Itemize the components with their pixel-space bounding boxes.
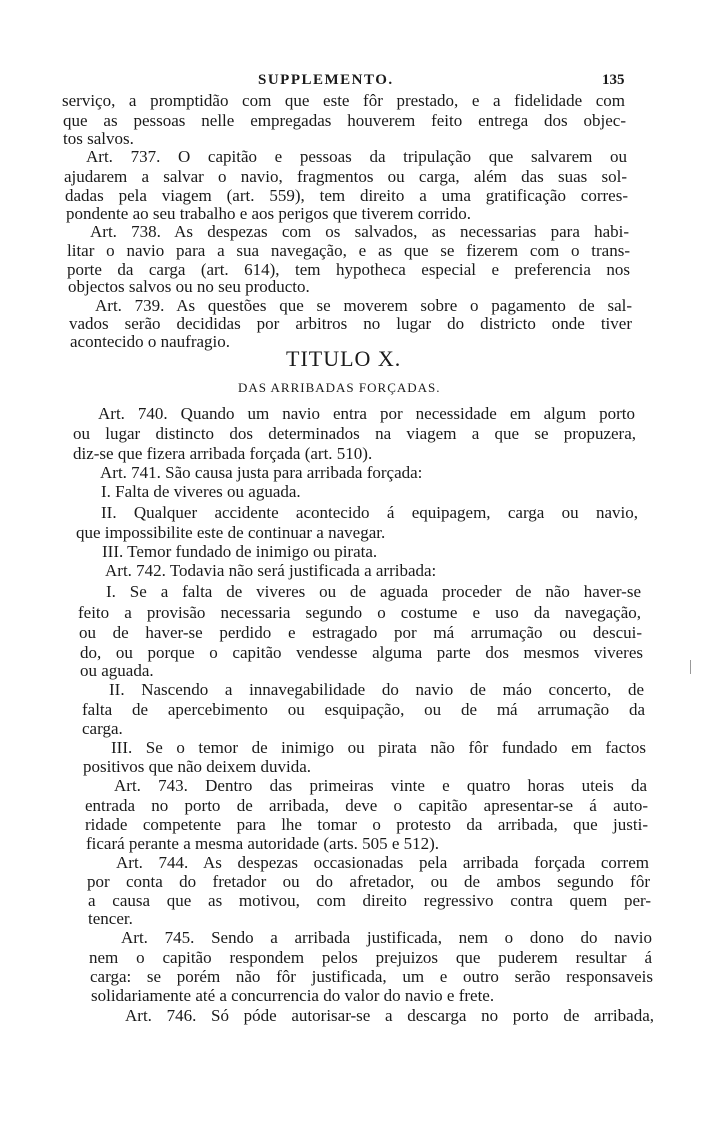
text-line: por conta do fretador ou do afretador, ou de ambos segundo fôr: [87, 872, 650, 891]
text-line: feito a provisão necessaria segundo o costume e uso da navegação,: [78, 603, 641, 622]
text-line: ou de haver-se perdido e estragado por má arrumação ou descui-: [79, 623, 642, 642]
text-line: carga: se porém não fôr justificada, um e outro serão responsaveis: [90, 967, 653, 986]
article-line: Art. 745. Sendo a arribada justificada, nem o dono do navio: [121, 928, 652, 947]
page-number: 135: [602, 72, 625, 88]
title-heading: TITULO X.: [286, 346, 402, 371]
article-line: Art. 744. As despezas occasionadas pela arribada forçada correm: [116, 853, 649, 872]
text-line: solidariamente até a concurrencia do valor do navio e frete.: [91, 986, 495, 1005]
text-line: diz-se que fizera arribada forçada (art. 510).: [73, 444, 373, 463]
article-line: Art. 742. Todavia não será justificada a arribada:: [105, 561, 437, 580]
text-line: nem o capitão respondem pelos prejuizos que puderem resultar á: [89, 948, 652, 967]
text-line: positivos que não deixem duvida.: [83, 757, 312, 776]
text-line: porte da carga (art. 614), tem hypotheca especial e preferencia nos: [67, 260, 630, 279]
text-line: ou aguada.: [80, 661, 154, 680]
title-subheading: DAS ARRIBADAS FORÇADAS.: [238, 380, 441, 395]
text-line: III. Se o temor de inimigo ou pirata não fôr fundado em factos: [111, 738, 646, 757]
article-line: Art. 737. O capitão e pessoas da tripulação que salvarem ou: [86, 147, 627, 166]
text-line: ou lugar distincto dos determinados na viagem a que se propuzera,: [73, 424, 636, 443]
text-line: litar o navio para a sua navegação, e as que se fizerem com o trans-: [67, 241, 630, 260]
text-line: objectos salvos ou no seu producto.: [68, 277, 310, 296]
text-line: pondente ao seu trabalho e aos perigos que tiverem corrido.: [66, 204, 472, 223]
article-line: Art. 740. Quando um navio entra por necessidade em algum porto: [98, 404, 635, 423]
text-line: I. Falta de viveres ou aguada.: [101, 482, 301, 501]
text-line: tos salvos.: [63, 129, 134, 148]
text-line: entrada no porto de arribada, deve o capitão apresentar-se á auto-: [85, 796, 648, 815]
text-line: carga.: [82, 719, 123, 738]
text-line: acontecido o naufragio.: [70, 332, 231, 351]
text-line: II. Nascendo a innavegabilidade do navio de máo concerto, de: [109, 680, 644, 699]
article-line: Art. 738. As despezas com os salvados, as necessarias para habi-: [90, 222, 629, 241]
text-line: serviço, a promptidão com que este fôr prestado, e a fidelidade com: [62, 91, 625, 110]
text-line: que as pessoas nelle empregadas houverem feito entrega dos objec-: [63, 111, 626, 130]
text-line: que impossibilite este de continuar a navegar.: [76, 523, 386, 542]
text-line: I. Se a falta de viveres ou de aguada proceder de não haver-se: [106, 582, 641, 601]
text-line: tencer.: [88, 909, 133, 928]
text-line: ajudarem a salvar o navio, fragmentos ou carga, além das suas sol-: [64, 167, 627, 186]
article-line: Art. 739. As questões que se moverem sobre o pagamento de sal-: [95, 296, 632, 315]
text-line: III. Temor fundado de inimigo ou pirata.: [102, 542, 378, 561]
text-line: ficará perante a mesma autoridade (arts. 505 e 512).: [86, 834, 440, 853]
article-line: Art. 743. Dentro das primeiras vinte e quatro horas uteis da: [114, 776, 647, 795]
text-line: a causa que as motivou, com direito regressivo contra quem per-: [88, 891, 651, 910]
text-line: falta de apercebimento ou esquipação, ou de má arrumação da: [82, 700, 645, 719]
text-line: II. Qualquer accidente acontecido á equipagem, carga ou navio,: [101, 503, 638, 522]
article-line: Art. 746. Só póde autorisar-se a descarga no porto de arribada,: [125, 1006, 654, 1025]
scan-mark: [690, 660, 691, 674]
running-title: SUPPLEMENTO.: [258, 72, 394, 88]
text-line: vados serão decididas por arbitros no lugar do districto onde tiver: [69, 314, 632, 333]
text-line: dadas pela viagem (art. 559), tem direito a uma gratificação corres-: [65, 186, 628, 205]
article-line: Art. 741. São causa justa para arribada forçada:: [100, 463, 423, 482]
text-line: ridade competente para lhe tomar o protesto da arribada, que justi-: [85, 815, 648, 834]
text-line: do, ou porque o capitão vendesse alguma parte dos mesmos viveres: [80, 643, 643, 662]
